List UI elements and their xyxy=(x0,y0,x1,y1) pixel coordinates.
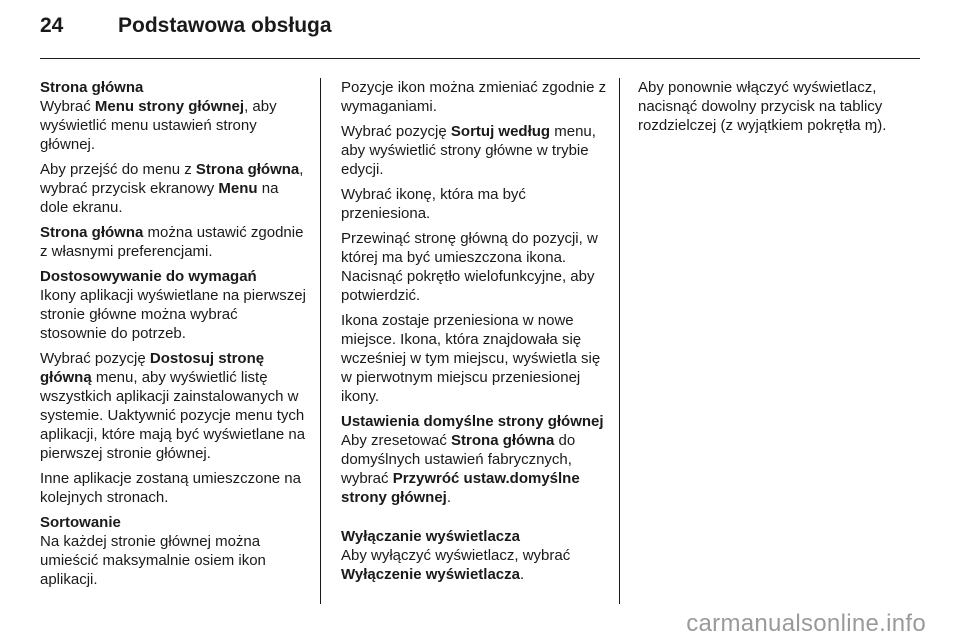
page-header xyxy=(40,14,332,50)
para-scroll: Przewinąć stronę główną do pozycji, w której ma być umieszczona ikona. Nacisnąć pokrętło wielofunkcyjne, aby potwierdzić. xyxy=(341,230,598,304)
heading-customize: Dostosowywanie do wymagań xyxy=(40,268,257,285)
heading-display-off: Wyłączanie wyświetlacza xyxy=(341,528,520,545)
page-title: Podstawowa obsługa xyxy=(118,14,332,37)
section-defaults xyxy=(341,412,607,507)
column-1 xyxy=(40,78,308,595)
watermark: carmanualsonline.info xyxy=(686,610,926,637)
section-home xyxy=(40,78,308,154)
header-rule xyxy=(40,58,920,59)
para-moved: Ikona zostaje przeniesiona w nowe miejsce. Ikona, która znajdowała się wcześniej w tym miejscu, wyświetla się w pierwotnym miejscu przeniesionej ikony. xyxy=(341,312,601,405)
para-reset: Aby zresetować Strona główna do domyślnych ustawień fabrycznych, wybrać Przywróć ustaw.domyślne strony głównej. xyxy=(341,432,580,506)
para-preferences: Strona główna można ustawić zgodnie z własnymi preferencjami. xyxy=(40,224,304,260)
para-sort-by: Wybrać pozycję Sortuj według menu, aby wyświetlić strony główne w trybie edycji. xyxy=(341,123,596,178)
para-icons: Ikony aplikacji wyświetlane na pierwszej stronie główne można wybrać stosownie do potrzeb. xyxy=(40,287,306,342)
section-customize xyxy=(40,267,308,343)
heading-defaults: Ustawienia domyślne strony głównej xyxy=(341,413,604,430)
heading-home: Strona główna xyxy=(40,79,144,96)
para-menu-home: Wybrać Menu strony głównej, aby wyświetlić menu ustawień strony głównej. xyxy=(40,98,277,153)
para-go-to-menu: Aby przejść do menu z Strona główna, wybrać przycisk ekranowy Menu na dole ekranu. xyxy=(40,161,304,216)
para-display-on: Aby ponownie włączyć wyświetlacz, nacisnąć dowolny przycisk na tablicy rozdzielczej (z wyjątkiem pokrętła ɱ). xyxy=(638,79,887,134)
para-select-icon: Wybrać ikonę, która ma być przeniesiona. xyxy=(341,186,526,222)
column-3 xyxy=(638,78,920,141)
column-divider-1 xyxy=(320,78,321,604)
page-number: 24 xyxy=(40,14,64,37)
section-sorting xyxy=(40,513,308,589)
section-display-off xyxy=(341,527,607,584)
column-2 xyxy=(341,78,607,590)
para-display-off: Aby wyłączyć wyświetlacz, wybrać Wyłączenie wyświetlacza. xyxy=(341,547,571,583)
para-other-apps: Inne aplikacje zostaną umieszczone na kolejnych stronach. xyxy=(40,470,301,506)
para-customize-menu: Wybrać pozycję Dostosuj stronę główną menu, aby wyświetlić listę wszystkich aplikacji zainstalowanych w systemie. Uaktywnić pozycje menu tych aplikacji, które mają być wyświetlane na pierwszej stronie głównej. xyxy=(40,350,306,462)
column-divider-2 xyxy=(619,78,620,604)
para-positions: Pozycje ikon można zmieniać zgodnie z wymaganiami. xyxy=(341,79,607,115)
para-sorting: Na każdej stronie głównej można umieścić maksymalnie osiem ikon aplikacji. xyxy=(40,533,266,588)
power-knob-icon: ɱ xyxy=(864,117,878,134)
heading-sorting: Sortowanie xyxy=(40,514,121,531)
